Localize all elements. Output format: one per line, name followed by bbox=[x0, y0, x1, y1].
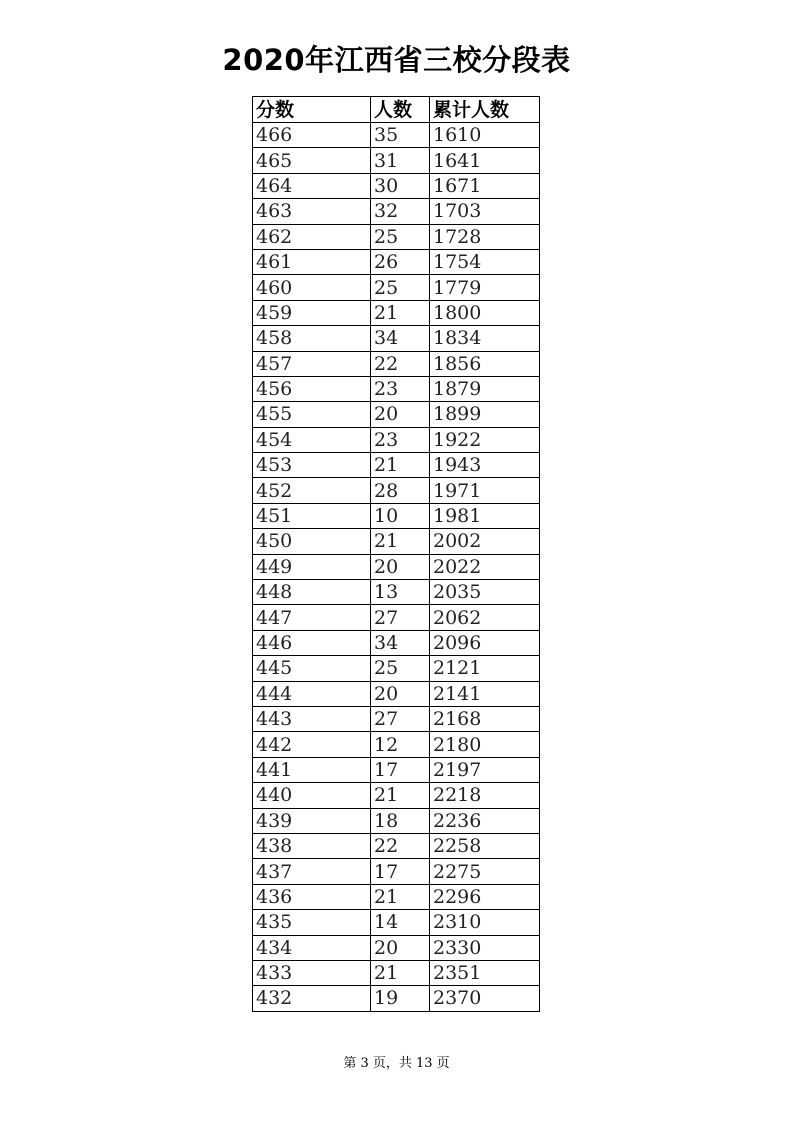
cell-cumulative-count: 2002 bbox=[430, 529, 540, 554]
cell-cumulative-count: 1800 bbox=[430, 300, 540, 325]
table-row bbox=[253, 300, 540, 325]
table-row bbox=[253, 199, 540, 224]
cell-cumulative-count: 2035 bbox=[430, 580, 540, 605]
cell-count: 20 bbox=[371, 681, 430, 706]
cell-count: 17 bbox=[371, 859, 430, 884]
cell-score: 449 bbox=[253, 554, 371, 579]
cell-cumulative-count: 2330 bbox=[430, 935, 540, 960]
table-row bbox=[253, 783, 540, 808]
table-row bbox=[253, 681, 540, 706]
cell-cumulative-count: 1703 bbox=[430, 199, 540, 224]
cell-count: 25 bbox=[371, 275, 430, 300]
cell-count: 21 bbox=[371, 529, 430, 554]
table-row bbox=[253, 884, 540, 909]
cell-count: 21 bbox=[371, 783, 430, 808]
cell-count: 27 bbox=[371, 706, 430, 731]
cell-count: 20 bbox=[371, 402, 430, 427]
cell-count: 34 bbox=[371, 630, 430, 655]
table-row bbox=[253, 859, 540, 884]
cell-score: 432 bbox=[253, 986, 371, 1011]
cell-cumulative-count: 1641 bbox=[430, 148, 540, 173]
cell-cumulative-count: 1834 bbox=[430, 326, 540, 351]
cell-cumulative-count: 2141 bbox=[430, 681, 540, 706]
cell-count: 17 bbox=[371, 757, 430, 782]
table-row bbox=[253, 630, 540, 655]
table-row bbox=[253, 808, 540, 833]
cell-count: 21 bbox=[371, 960, 430, 985]
table-row bbox=[253, 427, 540, 452]
cell-count: 35 bbox=[371, 123, 430, 148]
table-row bbox=[253, 580, 540, 605]
cell-cumulative-count: 1899 bbox=[430, 402, 540, 427]
cell-cumulative-count: 1671 bbox=[430, 173, 540, 198]
cell-count: 30 bbox=[371, 173, 430, 198]
cell-count: 21 bbox=[371, 884, 430, 909]
table-row bbox=[253, 960, 540, 985]
table-row bbox=[253, 453, 540, 478]
cell-count: 21 bbox=[371, 300, 430, 325]
table-row bbox=[253, 910, 540, 935]
cell-count: 20 bbox=[371, 554, 430, 579]
table-row bbox=[253, 706, 540, 731]
cell-count: 32 bbox=[371, 199, 430, 224]
cell-count: 13 bbox=[371, 580, 430, 605]
header-count: 人数 bbox=[371, 97, 430, 123]
cell-cumulative-count: 2236 bbox=[430, 808, 540, 833]
cell-cumulative-count: 2168 bbox=[430, 706, 540, 731]
cell-score: 440 bbox=[253, 783, 371, 808]
cell-count: 25 bbox=[371, 224, 430, 249]
cell-cumulative-count: 2121 bbox=[430, 656, 540, 681]
cell-count: 34 bbox=[371, 326, 430, 351]
cell-cumulative-count: 1922 bbox=[430, 427, 540, 452]
cell-cumulative-count: 2218 bbox=[430, 783, 540, 808]
table-row bbox=[253, 732, 540, 757]
page-title: 2020年江西省三校分段表 bbox=[222, 43, 571, 77]
table-row bbox=[253, 249, 540, 274]
table-row bbox=[253, 529, 540, 554]
cell-cumulative-count: 2197 bbox=[430, 757, 540, 782]
cell-cumulative-count: 2310 bbox=[430, 910, 540, 935]
table-row bbox=[253, 503, 540, 528]
cell-cumulative-count: 1981 bbox=[430, 503, 540, 528]
table-row bbox=[253, 173, 540, 198]
cell-score: 442 bbox=[253, 732, 371, 757]
cell-score: 446 bbox=[253, 630, 371, 655]
cell-score: 437 bbox=[253, 859, 371, 884]
cell-score: 463 bbox=[253, 199, 371, 224]
table-row bbox=[253, 656, 540, 681]
cell-score: 433 bbox=[253, 960, 371, 985]
header-score: 分数 bbox=[253, 97, 371, 123]
cell-count: 20 bbox=[371, 935, 430, 960]
cell-score: 461 bbox=[253, 249, 371, 274]
table-row bbox=[253, 351, 540, 376]
cell-count: 23 bbox=[371, 427, 430, 452]
table-row bbox=[253, 833, 540, 858]
table-row bbox=[253, 148, 540, 173]
cell-count: 28 bbox=[371, 478, 430, 503]
table-row bbox=[253, 757, 540, 782]
cell-count: 12 bbox=[371, 732, 430, 757]
cell-score: 454 bbox=[253, 427, 371, 452]
cell-score: 462 bbox=[253, 224, 371, 249]
cell-cumulative-count: 2258 bbox=[430, 833, 540, 858]
cell-score: 466 bbox=[253, 123, 371, 148]
cell-count: 10 bbox=[371, 503, 430, 528]
table-row bbox=[253, 935, 540, 960]
cell-count: 14 bbox=[371, 910, 430, 935]
cell-cumulative-count: 2296 bbox=[430, 884, 540, 909]
cell-count: 18 bbox=[371, 808, 430, 833]
cell-score: 450 bbox=[253, 529, 371, 554]
cell-score: 464 bbox=[253, 173, 371, 198]
cell-count: 22 bbox=[371, 833, 430, 858]
cell-score: 434 bbox=[253, 935, 371, 960]
cell-score: 458 bbox=[253, 326, 371, 351]
table-row bbox=[253, 986, 540, 1011]
cell-count: 21 bbox=[371, 453, 430, 478]
cell-score: 439 bbox=[253, 808, 371, 833]
cell-score: 441 bbox=[253, 757, 371, 782]
table-row bbox=[253, 554, 540, 579]
table-row bbox=[253, 224, 540, 249]
cell-cumulative-count: 1610 bbox=[430, 123, 540, 148]
cell-score: 465 bbox=[253, 148, 371, 173]
cell-count: 25 bbox=[371, 656, 430, 681]
cell-cumulative-count: 1754 bbox=[430, 249, 540, 274]
cell-cumulative-count: 1943 bbox=[430, 453, 540, 478]
cell-count: 26 bbox=[371, 249, 430, 274]
cell-score: 444 bbox=[253, 681, 371, 706]
cell-score: 445 bbox=[253, 656, 371, 681]
cell-score: 457 bbox=[253, 351, 371, 376]
cell-count: 31 bbox=[371, 148, 430, 173]
cell-cumulative-count: 2351 bbox=[430, 960, 540, 985]
cell-cumulative-count: 2370 bbox=[430, 986, 540, 1011]
table-row bbox=[253, 275, 540, 300]
cell-count: 23 bbox=[371, 376, 430, 401]
cell-count: 27 bbox=[371, 605, 430, 630]
cell-cumulative-count: 2062 bbox=[430, 605, 540, 630]
table-row bbox=[253, 376, 540, 401]
cell-cumulative-count: 1728 bbox=[430, 224, 540, 249]
table-row bbox=[253, 402, 540, 427]
table-row bbox=[253, 605, 540, 630]
table-header-row bbox=[253, 97, 540, 123]
cell-score: 452 bbox=[253, 478, 371, 503]
cell-cumulative-count: 1779 bbox=[430, 275, 540, 300]
cell-cumulative-count: 2275 bbox=[430, 859, 540, 884]
cell-score: 436 bbox=[253, 884, 371, 909]
cell-score: 456 bbox=[253, 376, 371, 401]
cell-count: 19 bbox=[371, 986, 430, 1011]
table-body bbox=[253, 123, 540, 1012]
table-row bbox=[253, 123, 540, 148]
header-cumulative-count: 累计人数 bbox=[430, 97, 540, 123]
cell-score: 459 bbox=[253, 300, 371, 325]
cell-score: 451 bbox=[253, 503, 371, 528]
cell-score: 438 bbox=[253, 833, 371, 858]
cell-score: 448 bbox=[253, 580, 371, 605]
cell-cumulative-count: 1879 bbox=[430, 376, 540, 401]
cell-score: 453 bbox=[253, 453, 371, 478]
cell-count: 22 bbox=[371, 351, 430, 376]
cell-cumulative-count: 1971 bbox=[430, 478, 540, 503]
cell-cumulative-count: 1856 bbox=[430, 351, 540, 376]
cell-score: 455 bbox=[253, 402, 371, 427]
cell-cumulative-count: 2022 bbox=[430, 554, 540, 579]
cell-score: 460 bbox=[253, 275, 371, 300]
page-footer: 第 3 页，共 13 页 bbox=[343, 1056, 450, 1071]
cell-score: 447 bbox=[253, 605, 371, 630]
cell-cumulative-count: 2096 bbox=[430, 630, 540, 655]
cell-score: 435 bbox=[253, 910, 371, 935]
score-distribution-table bbox=[252, 96, 540, 1012]
table-row bbox=[253, 478, 540, 503]
table-row bbox=[253, 326, 540, 351]
cell-cumulative-count: 2180 bbox=[430, 732, 540, 757]
cell-score: 443 bbox=[253, 706, 371, 731]
